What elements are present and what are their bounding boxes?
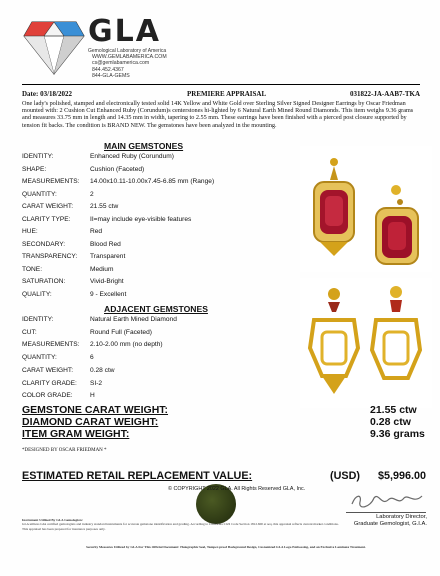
fine-print-security: Security Measures Utilized by GLA For This Official Document: Holographic Seal, Tamper-proof Background Design, Customized GLA Logo Embossing, and an Exclusive Laminate Treatment.	[86, 545, 366, 550]
total-row	[22, 428, 432, 440]
total-value: 0.28 ctw	[370, 416, 411, 428]
total-label: GEMSTONE CARAT WEIGHT:	[22, 404, 169, 416]
total-row	[22, 404, 432, 416]
gem-attribute-label: TONE:	[22, 265, 43, 273]
gem-attribute-label: SECONDARY:	[22, 240, 66, 248]
gem-attribute-label: TRANSPARENCY:	[22, 253, 78, 260]
director-signature	[348, 490, 426, 512]
gem-attribute-label: MEASUREMENTS:	[22, 341, 80, 349]
total-label: DIAMOND CARAT WEIGHT:	[22, 416, 159, 428]
email-link[interactable]: cs@gemlabamerica.com	[92, 60, 150, 67]
contact-info	[92, 54, 167, 80]
gem-attribute-label: SHAPE:	[22, 165, 47, 173]
gem-attribute-label: CLARITY GRADE:	[22, 379, 77, 387]
gem-attribute-value: Red	[90, 228, 103, 235]
gem-attribute-label: IDENTITY:	[22, 316, 54, 323]
adjacent-gemstones-title: ADJACENT GEMSTONES	[104, 304, 208, 314]
gem-attribute-value: H	[90, 392, 95, 400]
total-row	[22, 416, 432, 428]
gem-attribute-value: SI-2	[90, 379, 103, 387]
total-value: 9.36 grams	[370, 428, 425, 440]
main-gemstones-title: MAIN GEMSTONES	[104, 141, 184, 151]
gem-attribute-value: Enhanced Ruby (Corundum)	[90, 153, 174, 160]
fine-print-heading: Instrument Utilized By GLA Gemologists:	[22, 518, 84, 522]
retail-label: ESTIMATED RETAIL REPLACEMENT VALUE:	[22, 470, 253, 482]
item-description: One lady's polished, stamped and electronically tested solid 14K Yellow and White Gold over Sterling Silver Signed Designer Earrings by Oscar Friedman mounted with: 2 Cushion Cut Enhanced Ruby (Corundum)s centerstones hi-lighted by 6 Natural Earth Mined Round Diamonds. This item weighs 9.36 grams and measures 33.75 mm in length and 14.35 mm in width, tapering to 2.55 mm. These earrings have been finished with a pierced post closure supported by tension fit backs. The condition is BRAND NEW. The gemstones have been analyzed in the mounting.	[22, 100, 414, 129]
gem-attribute-label: CLARITY TYPE:	[22, 215, 71, 223]
gem-attribute-value: 6	[90, 354, 94, 362]
gem-attribute-value: 0.28 ctw	[90, 366, 115, 374]
phone-vanity: 844-GLA-GEMS	[92, 73, 130, 80]
gem-attribute-value: Natural Earth Mined Diamond	[90, 316, 177, 323]
gem-attribute-label: CARAT WEIGHT:	[22, 203, 74, 210]
retail-value: $5,996.00	[378, 470, 427, 482]
gem-attribute-label: IDENTITY:	[22, 153, 54, 160]
gem-attribute-value: 2	[90, 190, 94, 198]
signer-title-line1: Laboratory Director,	[376, 514, 427, 520]
gem-attribute-label: QUALITY:	[22, 290, 52, 298]
website-link[interactable]: WWW.GEMLABAMERICA.COM	[92, 54, 167, 60]
gem-attribute-value: Transparent	[90, 253, 126, 260]
brand-name: GLA	[88, 14, 161, 49]
gem-attribute-value: 21.55 ctw	[90, 203, 119, 210]
gem-attribute-value: 14.00x10.11-10.00x7.45-6.85 mm (Range)	[90, 178, 215, 185]
gem-attribute-label: QUANTITY:	[22, 354, 57, 362]
gem-attribute-value: Vivid-Bright	[90, 278, 124, 285]
total-value: 21.55 ctw	[370, 404, 417, 416]
signature-line	[346, 512, 426, 513]
report-type: PREMIERE APPRAISAL	[187, 90, 267, 98]
gem-attribute-label: SATURATION:	[22, 278, 66, 285]
gem-attribute-label: COLOR GRADE:	[22, 392, 73, 400]
signer-title-line2: Graduate Gemologist, G.I.A.	[353, 520, 427, 527]
copyright-notice: © COPYRIGHT 2022 GLA. All Rights Reserved GLA, Inc.	[168, 486, 306, 492]
fine-print-body: GLA utilizes GIA certified gemologists and industry standard instruments for accurate gemstone identification and grading. According to California Civil Code Section 1812.600 et seq. this appraisal reflects current market conditions. This appraisal has been prepared for insurance purposes only.	[22, 522, 339, 531]
report-number: 031822-JA-AAB7-TKA	[350, 90, 420, 98]
gem-attribute-label: CARAT WEIGHT:	[22, 366, 74, 374]
gem-attribute-label: QUANTITY:	[22, 190, 57, 198]
gla-diamond-logo	[22, 18, 86, 76]
gem-attribute-value: Round Full (Faceted)	[90, 328, 152, 336]
designer-note: *DESIGNED BY OSCAR FRIEDMAN *	[22, 448, 107, 453]
retail-value-row	[22, 470, 432, 484]
gem-attribute-value: 2.10-2.00 mm (no depth)	[90, 341, 163, 349]
brand-subtitle: Gemological Laboratory of America	[88, 48, 167, 54]
earrings-front-photo	[300, 146, 432, 272]
gem-attribute-value: Blood Red	[90, 240, 121, 248]
retail-currency: (USD)	[330, 470, 360, 482]
earrings-back-photo	[300, 278, 432, 408]
phone-number: 844.452.4367	[92, 66, 124, 73]
brand-block	[88, 16, 166, 54]
fine-print	[22, 518, 430, 550]
gem-attribute-value: Cushion (Faceted)	[90, 165, 145, 173]
report-date: Date: 03/18/2022	[22, 90, 72, 98]
gem-attribute-label: MEASUREMENTS:	[22, 178, 80, 185]
gem-attribute-label: CUT:	[22, 328, 37, 336]
gem-attribute-value: 9 - Excellent	[90, 290, 127, 298]
gem-attribute-value: II=may include eye-visible features	[90, 215, 192, 223]
gem-attribute-value: Medium	[90, 265, 114, 273]
header-divider	[22, 84, 420, 85]
gem-attribute-label: HUE:	[22, 228, 38, 235]
total-label: ITEM GRAM WEIGHT:	[22, 428, 130, 440]
